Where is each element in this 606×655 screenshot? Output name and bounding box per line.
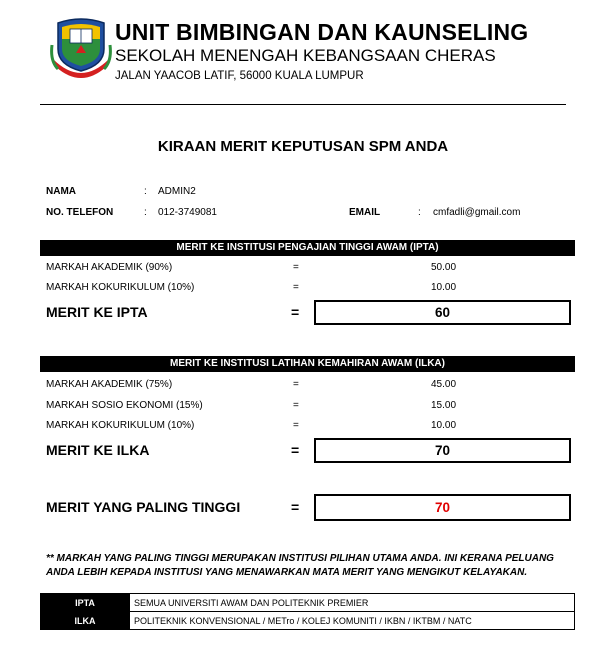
header-divider [40,104,566,105]
ilka-total-eq: = [291,442,300,458]
ilka-row-eq: = [293,379,299,390]
unit-title: UNIT BIMBINGAN DAN KAUNSELING [115,19,529,45]
legend-key: ILKA [41,612,130,630]
highest-label: MERIT YANG PALING TINGGI [46,499,241,515]
ilka-row-eq: = [293,420,299,431]
name-value: ADMIN2 [158,186,196,197]
ilka-row-value: 10.00 [431,420,457,431]
name-colon: : [144,186,147,197]
ilka-row-label: MARKAH SOSIO EKONOMI (15%) [46,400,203,411]
legend-row [41,612,575,630]
ilka-total-label: MERIT KE ILKA [46,442,150,458]
ipta-row-value: 10.00 [431,282,457,293]
school-address: JALAN YAACOB LATIF, 56000 KUALA LUMPUR [115,70,364,82]
ipta-row-eq: = [293,262,299,273]
ilka-row-label: MARKAH KOKURIKULUM (10%) [46,420,195,431]
ipta-row-value: 50.00 [431,262,457,273]
ipta-total-eq: = [291,304,300,320]
ilka-row-eq: = [293,400,299,411]
ipta-total-label: MERIT KE IPTA [46,304,148,320]
school-crest-icon [50,15,112,81]
email-value: cmfadli@gmail.com [433,207,521,218]
legend-key: IPTA [41,594,130,612]
ilka-row-label: MARKAH AKADEMIK (75%) [46,379,173,390]
ipta-total-value: 60 [314,300,571,325]
school-name: SEKOLAH MENENGAH KEBANGSAAN CHERAS [115,46,496,65]
highest-value: 70 [314,494,571,521]
ilka-heading: MERIT KE INSTITUSI LATIHAN KEMAHIRAN AWAM (ILKA) [40,356,575,372]
note-line: ANDA LEBIH KEPADA INSTITUSI YANG MENAWARKAN MATA MERIT YANG MENGIKUT KELAYAKAN. [46,567,528,578]
note-line: ** MARKAH YANG PALING TINGGI MERUPAKAN INSTITUSI PILIHAN UTAMA ANDA. INI KERANA PELUANG [46,553,554,564]
note [46,552,571,580]
ilka-total-value: 70 [314,438,571,463]
ipta-row-label: MARKAH AKADEMIK (90%) [46,262,173,273]
phone-label: NO. TELEFON [46,207,114,218]
phone-colon: : [144,207,147,218]
ilka-row-value: 45.00 [431,379,457,390]
phone-value: 012-3749081 [158,207,217,218]
ilka-row-value: 15.00 [431,400,457,411]
legend-row [41,594,575,612]
ipta-heading: MERIT KE INSTITUSI PENGAJIAN TINGGI AWAM (IPTA) [40,240,575,256]
email-label: EMAIL [349,207,381,218]
name-label: NAMA [46,186,76,197]
legend-table [40,593,575,630]
legend-desc: POLITEKNIK KONVENSIONAL / METro / KOLEJ KOMUNITI / IKBN / IKTBM / NATC [130,612,575,630]
legend-desc: SEMUA UNIVERSITI AWAM DAN POLITEKNIK PREMIER [130,594,575,612]
ipta-row-label: MARKAH KOKURIKULUM (10%) [46,282,195,293]
email-colon: : [418,207,421,218]
highest-eq: = [291,499,300,515]
page-title: KIRAAN MERIT KEPUTUSAN SPM ANDA [157,138,449,155]
ipta-row-eq: = [293,282,299,293]
